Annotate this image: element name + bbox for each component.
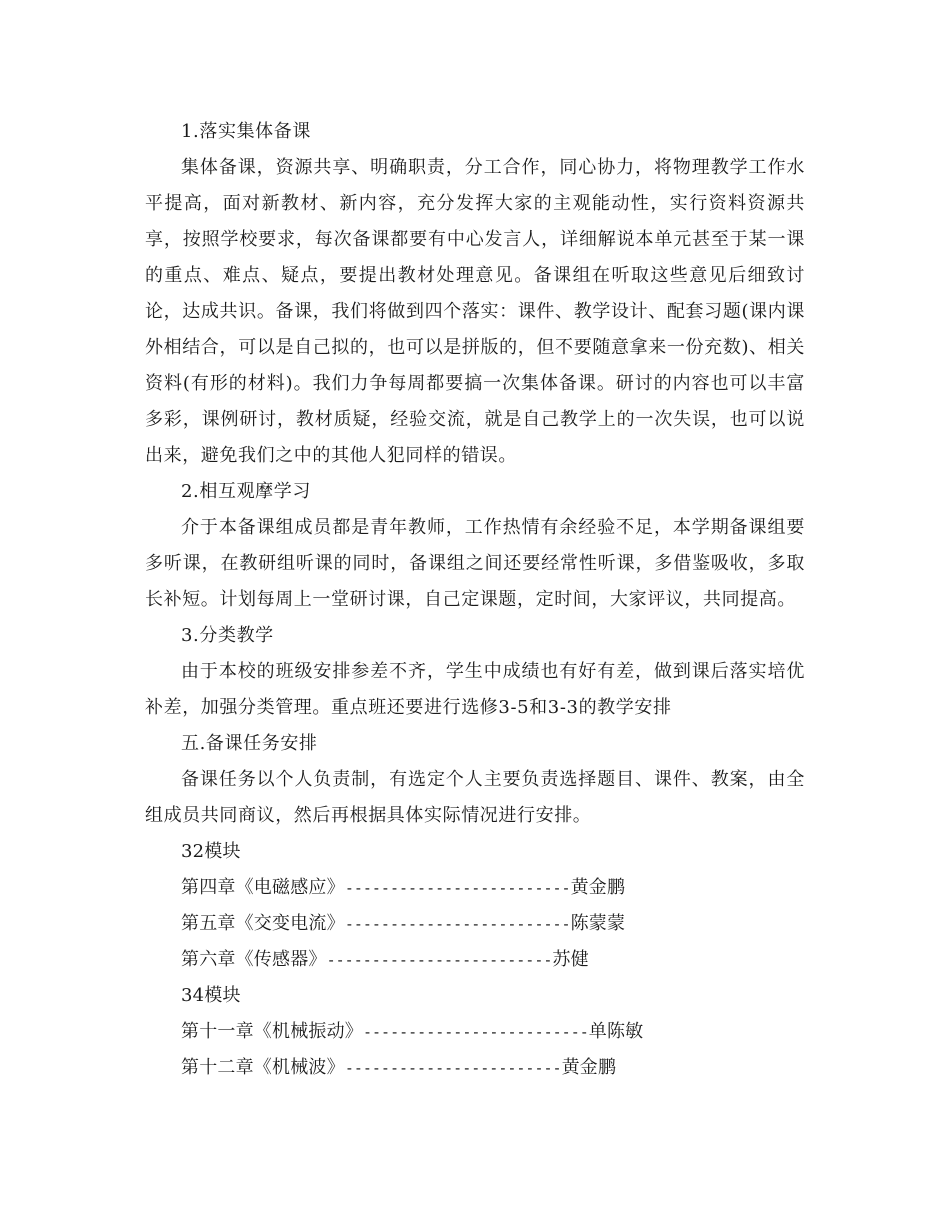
section-paragraph-5: 备课任务以个人负责制，有选定个人主要负责选择题目、课件、教案，由全组成员共同商议，然后再根据具体实际情况进行安排。 — [145, 769, 805, 826]
teacher-name: 陈蒙蒙 — [570, 913, 626, 934]
teacher-name: 单陈敏 — [588, 1021, 644, 1042]
module-title-34: 34模块 — [181, 985, 241, 1006]
chapter-name: 第六章《传感器》 — [181, 949, 327, 970]
section-heading-1: 1.落实集体备课 — [181, 121, 311, 142]
chapter-assignment-row — [145, 906, 805, 942]
dash-leader: ------------------------- — [344, 879, 571, 897]
section-paragraph-2: 介于本备课组成员都是青年教师，工作热情有余经验不足，本学期备课组要多听课，在教研组听课的同时，备课组之间还要经常性听课，多借鉴吸收，多取长补短。计划每周上一堂研讨课，自己定课题，定时间，大家评议，共同提高。 — [145, 517, 805, 610]
chapter-name: 第四章《电磁感应》 — [181, 877, 345, 898]
section-heading-2: 2.相互观摩学习 — [181, 481, 311, 502]
chapter-name: 第五章《交变电流》 — [181, 913, 345, 934]
module-title-32: 32模块 — [181, 841, 241, 862]
chapter-assignment-row — [145, 942, 805, 978]
chapter-assignment-row — [145, 870, 805, 906]
teacher-name: 黄金鹏 — [570, 877, 626, 898]
teacher-name: 苏健 — [552, 949, 589, 970]
section-paragraph-1: 集体备课，资源共享、明确职责，分工合作，同心协力，将物理教学工作水平提高，面对新教材、新内容，充分发挥大家的主观能动性，实行资料资源共享，按照学校要求，每次备课都要有中心发言人，详细解说本单元甚至于某一课的重点、难点、疑点，要提出教材处理意见。备课组在听取这些意见后细致讨论，达成共识。备课，我们将做到四个落实：课件、教学设计、配套习题(课内课外相结合，可以是自己拟的，也可以是拼版的，但不要随意拿来一份充数)、相关资料(有形的材料)。我们力争每周都要搞一次集体备课。研讨的内容也可以丰富多彩，课例研讨，教材质疑，经验交流，就是自己教学上的一次失误，也可以说出来，避免我们之中的其他人犯同样的错误。 — [145, 157, 805, 466]
dash-leader: ------------------------- — [344, 915, 571, 933]
dash-leader: ------------------------ — [344, 1059, 562, 1077]
teacher-name: 黄金鹏 — [561, 1057, 617, 1078]
section-heading-5: 五.备课任务安排 — [181, 733, 318, 754]
chapter-assignment-row — [145, 1014, 805, 1050]
section-heading-3: 3.分类教学 — [181, 625, 274, 646]
document-body — [145, 114, 805, 1086]
chapter-name: 第十一章《机械振动》 — [181, 1021, 363, 1042]
dash-leader: ------------------------- — [326, 951, 553, 969]
dash-leader: ------------------------- — [363, 1023, 589, 1041]
chapter-name: 第十二章《机械波》 — [181, 1057, 345, 1078]
section-paragraph-3: 由于本校的班级安排参差不齐，学生中成绩也有好有差，做到课后落实培优补差，加强分类管理。重点班还要进行选修3-5和3-3的教学安排 — [145, 661, 805, 718]
chapter-assignment-row — [145, 1050, 805, 1086]
